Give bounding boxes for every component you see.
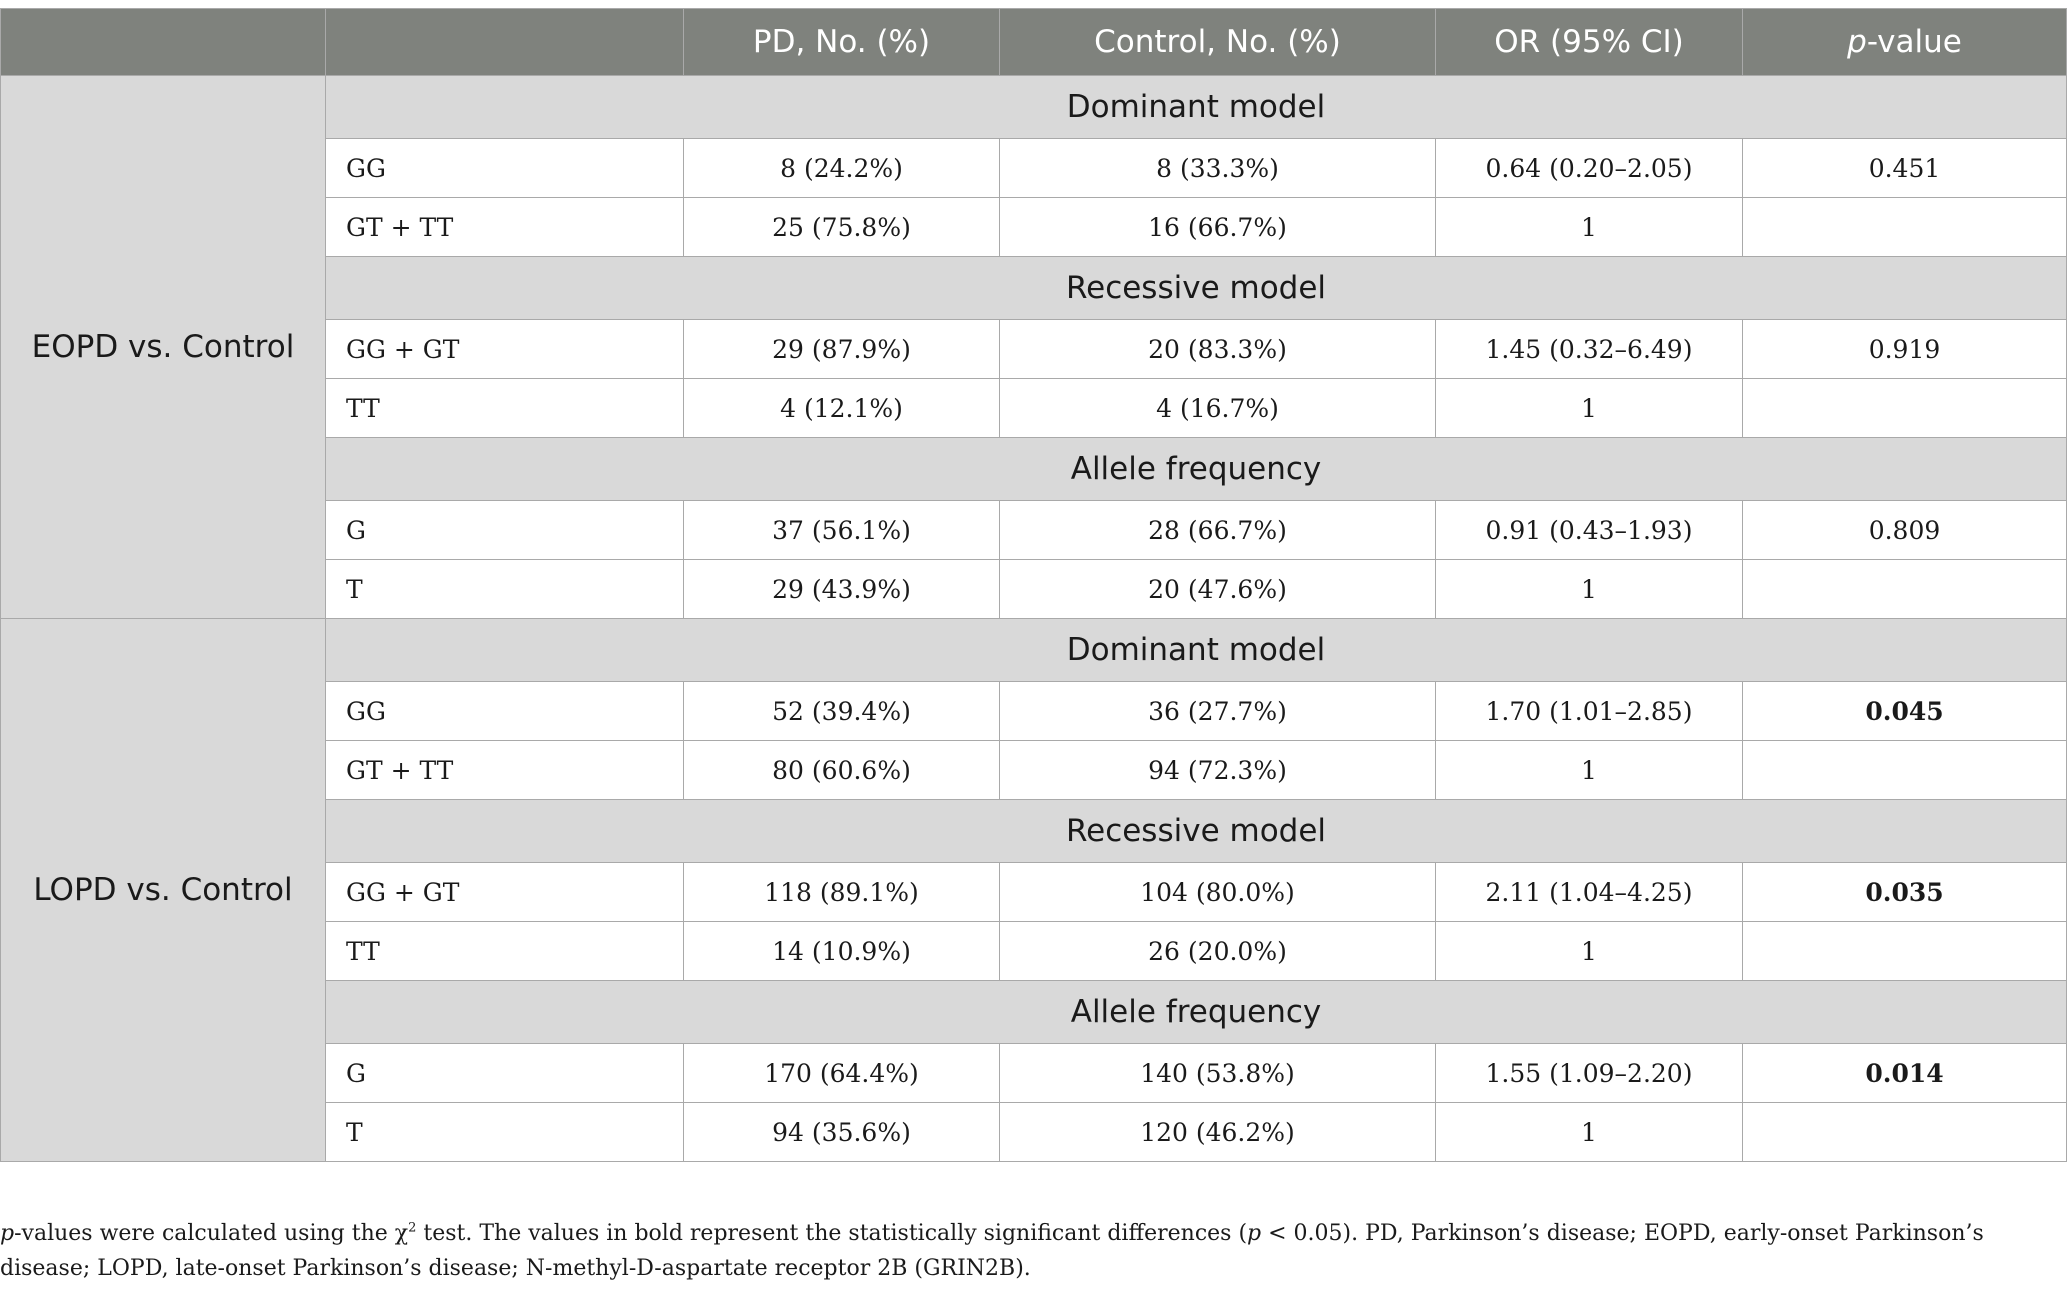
section-title: Allele frequency: [326, 981, 2067, 1044]
section-title: Dominant model: [326, 76, 2067, 139]
pd-cell: 94 (35.6%): [684, 1103, 1000, 1162]
pd-cell: 80 (60.6%): [684, 741, 1000, 800]
p-value-cell: 0.919: [1743, 320, 2067, 379]
header-or: OR (95% CI): [1436, 9, 1743, 76]
pd-cell: 29 (43.9%): [684, 560, 1000, 619]
section-row: [1, 619, 2067, 682]
group-label: EOPD vs. Control: [1, 76, 326, 619]
header-p-value: [1743, 9, 2067, 76]
p-value-cell: [1743, 741, 2067, 800]
table-footnote: [0, 1216, 2067, 1286]
genotype-cell: GG: [326, 139, 684, 198]
genotype-cell: TT: [326, 922, 684, 981]
table-container: [0, 8, 2067, 1162]
header-group: [1, 9, 326, 76]
or-cell: 1: [1436, 379, 1743, 438]
genotype-cell: G: [326, 1044, 684, 1103]
pd-cell: 118 (89.1%): [684, 863, 1000, 922]
genotype-cell: G: [326, 501, 684, 560]
genotype-cell: GT + TT: [326, 741, 684, 800]
pd-cell: 37 (56.1%): [684, 501, 1000, 560]
control-cell: 104 (80.0%): [1000, 863, 1436, 922]
or-cell: 0.64 (0.20–2.05): [1436, 139, 1743, 198]
genotype-cell: GT + TT: [326, 198, 684, 257]
footnote-superscript: 2: [408, 1220, 417, 1236]
p-value-cell: 0.809: [1743, 501, 2067, 560]
pd-cell: 4 (12.1%): [684, 379, 1000, 438]
control-cell: 20 (83.3%): [1000, 320, 1436, 379]
footnote-part3: < 0.05). PD, Parkinson’s disease; EOPD, early-onset Parkinson’s disease; LOPD, late-onset Parkinson’s disease; N-methyl-D-aspartate receptor 2B (GRIN2B).: [0, 1221, 1984, 1281]
pd-cell: 29 (87.9%): [684, 320, 1000, 379]
genotype-cell: T: [326, 560, 684, 619]
genotype-cell: GG + GT: [326, 863, 684, 922]
control-cell: 28 (66.7%): [1000, 501, 1436, 560]
p-value-cell: 0.014: [1743, 1044, 2067, 1103]
control-cell: 16 (66.7%): [1000, 198, 1436, 257]
section-title: Recessive model: [326, 257, 2067, 320]
pd-cell: 25 (75.8%): [684, 198, 1000, 257]
control-cell: 94 (72.3%): [1000, 741, 1436, 800]
or-cell: 1: [1436, 560, 1743, 619]
p-value-cell: 0.045: [1743, 682, 2067, 741]
control-cell: 20 (47.6%): [1000, 560, 1436, 619]
control-cell: 36 (27.7%): [1000, 682, 1436, 741]
pd-cell: 52 (39.4%): [684, 682, 1000, 741]
table-header: [1, 9, 2067, 76]
footnote-part1: -values were calculated using the χ: [14, 1221, 409, 1246]
pd-cell: 8 (24.2%): [684, 139, 1000, 198]
group-label: LOPD vs. Control: [1, 619, 326, 1162]
control-cell: 120 (46.2%): [1000, 1103, 1436, 1162]
or-cell: 1: [1436, 198, 1743, 257]
pd-cell: 14 (10.9%): [684, 922, 1000, 981]
or-cell: 1: [1436, 922, 1743, 981]
pd-cell: 170 (64.4%): [684, 1044, 1000, 1103]
table-body: [1, 76, 2067, 1162]
header-control: Control, No. (%): [1000, 9, 1436, 76]
or-cell: 1: [1436, 1103, 1743, 1162]
p-value-cell: [1743, 1103, 2067, 1162]
section-title: Dominant model: [326, 619, 2067, 682]
genotype-cell: T: [326, 1103, 684, 1162]
or-cell: 1.55 (1.09–2.20): [1436, 1044, 1743, 1103]
section-title: Allele frequency: [326, 438, 2067, 501]
or-cell: 2.11 (1.04–4.25): [1436, 863, 1743, 922]
section-title: Recessive model: [326, 800, 2067, 863]
control-cell: 8 (33.3%): [1000, 139, 1436, 198]
p-value-cell: [1743, 198, 2067, 257]
or-cell: 0.91 (0.43–1.93): [1436, 501, 1743, 560]
genotype-cell: GG: [326, 682, 684, 741]
or-cell: 1.70 (1.01–2.85): [1436, 682, 1743, 741]
p-value-cell: [1743, 560, 2067, 619]
header-pd: PD, No. (%): [684, 9, 1000, 76]
header-genotype: [326, 9, 684, 76]
results-table: [0, 8, 2067, 1162]
header-row: [1, 9, 2067, 76]
control-cell: 26 (20.0%): [1000, 922, 1436, 981]
control-cell: 140 (53.8%): [1000, 1044, 1436, 1103]
p-value-cell: [1743, 379, 2067, 438]
footnote-p: p: [0, 1221, 15, 1246]
control-cell: 4 (16.7%): [1000, 379, 1436, 438]
p-value-cell: 0.451: [1743, 139, 2067, 198]
footnote-p2: p: [1247, 1221, 1262, 1246]
p-value-cell: [1743, 922, 2067, 981]
footnote-part2: test. The values in bold represent the statistically significant differences (: [416, 1221, 1248, 1246]
genotype-cell: GG + GT: [326, 320, 684, 379]
header-p-rest: -value: [1866, 24, 1962, 60]
header-p-italic: p: [1847, 24, 1867, 60]
genotype-cell: TT: [326, 379, 684, 438]
or-cell: 1: [1436, 741, 1743, 800]
section-row: [1, 76, 2067, 139]
p-value-cell: 0.035: [1743, 863, 2067, 922]
or-cell: 1.45 (0.32–6.49): [1436, 320, 1743, 379]
